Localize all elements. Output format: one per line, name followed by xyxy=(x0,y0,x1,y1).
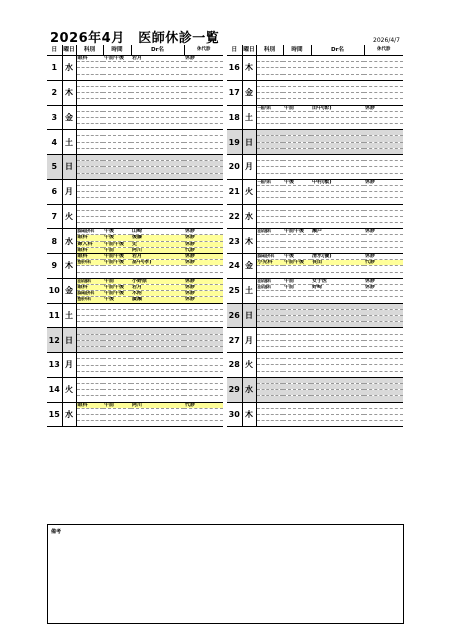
doctor-cell: 阿川 xyxy=(131,402,184,408)
day-number: 1 xyxy=(47,56,62,81)
header-cell: Dr名 xyxy=(311,45,364,56)
day-number: 5 xyxy=(47,155,62,180)
time-cell: 午後 xyxy=(283,179,311,185)
time-cell xyxy=(103,421,131,427)
weekday: 金 xyxy=(62,278,76,303)
day-number: 29 xyxy=(227,377,242,402)
doctor-cell: 小野原 xyxy=(131,278,184,284)
dept-cell: 泌尿器科 xyxy=(256,229,283,235)
status-cell: 休診 xyxy=(184,241,223,247)
dept-cell: 脳神経外科 xyxy=(256,254,283,260)
status-cell: 代診 xyxy=(184,402,223,408)
weekday: 金 xyxy=(242,254,256,279)
dept-cell: 泌尿器科 xyxy=(256,278,283,284)
doctor-cell: 史 xyxy=(131,241,184,247)
status-cell xyxy=(184,421,223,427)
weekday: 水 xyxy=(242,204,256,229)
time-cell: 午前午後 xyxy=(103,241,131,247)
dept-cell: 整形外科 xyxy=(76,260,103,266)
dept-cell: 泌尿器科 xyxy=(256,285,283,291)
status-cell: 休診 xyxy=(184,229,223,235)
time-cell: 午前午後 xyxy=(103,291,131,297)
time-cell: 午前午後 xyxy=(103,254,131,260)
doctor-cell: 廣瀬 xyxy=(131,297,184,303)
header-cell: 日 xyxy=(227,45,242,56)
dept-cell: 泌尿器科 xyxy=(76,278,103,284)
header-cell: 曜日 xyxy=(62,45,76,56)
time-cell xyxy=(283,421,311,427)
page-title: 2026年4月 医師休診一覧 xyxy=(50,31,220,46)
day-number: 17 xyxy=(227,80,242,105)
day-number: 11 xyxy=(47,303,62,328)
doctor-cell: 女子医 xyxy=(311,278,364,284)
dept-cell xyxy=(256,421,283,427)
dept-cell: 一般内科 xyxy=(256,105,283,111)
print-date: 2026/4/7 xyxy=(373,37,400,44)
header-cell: 休代診 xyxy=(364,45,403,56)
header-row xyxy=(227,45,403,56)
day-number: 25 xyxy=(227,278,242,303)
day-number: 13 xyxy=(47,353,62,378)
day-number: 10 xyxy=(47,278,62,303)
day-number: 28 xyxy=(227,353,242,378)
weekday: 木 xyxy=(62,80,76,105)
weekday: 土 xyxy=(62,303,76,328)
dept-cell xyxy=(76,421,103,427)
weekday: 水 xyxy=(62,402,76,427)
header-cell: 科別 xyxy=(256,45,283,56)
time-cell: 午後 xyxy=(283,254,311,260)
weekday: 火 xyxy=(242,179,256,204)
status-cell: 休診 xyxy=(184,297,223,303)
doctor-cell: 山崎 xyxy=(131,229,184,235)
status-cell: 休診 xyxy=(184,254,223,260)
doctor-cell xyxy=(311,421,364,427)
time-cell: 午前 xyxy=(283,278,311,284)
time-cell: 午前午後 xyxy=(283,260,311,266)
day-number: 3 xyxy=(47,105,62,130)
doctor-cell xyxy=(131,421,184,427)
doctor-cell: 若月 xyxy=(131,254,184,260)
weekday: 木 xyxy=(242,229,256,254)
header-cell: 時間 xyxy=(103,45,131,56)
status-cell: 休診 xyxy=(364,105,403,111)
status-cell: 代診 xyxy=(364,260,403,266)
weekday: 月 xyxy=(242,328,256,353)
weekday: 火 xyxy=(242,353,256,378)
time-cell: 午前午後 xyxy=(103,260,131,266)
weekday: 日 xyxy=(62,155,76,180)
day-number: 7 xyxy=(47,204,62,229)
day-number: 26 xyxy=(227,303,242,328)
weekday: 土 xyxy=(242,105,256,130)
time-cell: 午前 xyxy=(103,278,131,284)
doctor-cell: 若月 xyxy=(131,56,184,62)
doctor-cell: 中村(敏) xyxy=(311,179,364,185)
weekday: 日 xyxy=(242,303,256,328)
status-cell: 休診 xyxy=(364,229,403,235)
weekday: 月 xyxy=(242,155,256,180)
day-number: 2 xyxy=(47,80,62,105)
schedule-table-left xyxy=(47,45,223,427)
day-number: 23 xyxy=(227,229,242,254)
weekday: 水 xyxy=(242,377,256,402)
day-number: 12 xyxy=(47,328,62,353)
doctor-cell: 若月 xyxy=(131,285,184,291)
header-cell: Dr名 xyxy=(131,45,184,56)
weekday: 木 xyxy=(242,56,256,81)
day-number: 9 xyxy=(47,254,62,279)
status-cell: 休診 xyxy=(364,285,403,291)
doctor-cell: 田中(彰) xyxy=(311,105,364,111)
time-cell: 午前 xyxy=(103,247,131,253)
dept-cell: 小児科 xyxy=(256,260,283,266)
weekday: 金 xyxy=(62,105,76,130)
day-number: 18 xyxy=(227,105,242,130)
dept-cell: 脳神経外科 xyxy=(76,229,103,235)
dept-cell: 一般内科 xyxy=(256,179,283,185)
header-cell: 時間 xyxy=(283,45,311,56)
weekday: 水 xyxy=(62,56,76,81)
doctor-cell: 畠中(孝) xyxy=(131,260,184,266)
status-cell: 休診 xyxy=(184,291,223,297)
dept-cell: 整形外科 xyxy=(76,297,103,303)
day-number: 27 xyxy=(227,328,242,353)
header-cell: 日 xyxy=(47,45,62,56)
doctor-cell: 木附 xyxy=(131,291,184,297)
day-number: 20 xyxy=(227,155,242,180)
dept-cell: 眼科 xyxy=(76,285,103,291)
day-number: 15 xyxy=(47,402,62,427)
notes-box[interactable] xyxy=(47,524,404,624)
status-cell: 休診 xyxy=(184,285,223,291)
header-cell: 曜日 xyxy=(242,45,256,56)
dept-cell: 眼科 xyxy=(76,235,103,241)
doctor-cell: 阿川 xyxy=(131,247,184,253)
status-cell: 休診 xyxy=(364,278,403,284)
weekday: 火 xyxy=(62,204,76,229)
doctor-cell: 清水(優) xyxy=(311,254,364,260)
day-number: 14 xyxy=(47,377,62,402)
doctor-cell: 瀬戸 xyxy=(311,229,364,235)
status-cell: 休診 xyxy=(364,254,403,260)
day-number: 30 xyxy=(227,402,242,427)
doctor-cell: 長田 xyxy=(311,260,364,266)
status-cell: 休診 xyxy=(184,260,223,266)
day-number: 24 xyxy=(227,254,242,279)
dept-cell: 婦人科 xyxy=(76,241,103,247)
doctor-cell: 野崎 xyxy=(311,285,364,291)
dept-cell: 眼科 xyxy=(76,402,103,408)
weekday: 土 xyxy=(62,130,76,155)
time-cell: 午後 xyxy=(103,297,131,303)
time-cell: 午前午後 xyxy=(103,56,131,62)
time-cell: 午前 xyxy=(283,285,311,291)
weekday: 木 xyxy=(242,402,256,427)
day-number: 6 xyxy=(47,179,62,204)
status-cell: 代診 xyxy=(184,247,223,253)
day-number: 4 xyxy=(47,130,62,155)
weekday: 金 xyxy=(242,80,256,105)
day-number: 16 xyxy=(227,56,242,81)
day-number: 8 xyxy=(47,229,62,254)
time-cell: 午後 xyxy=(103,229,131,235)
weekday: 日 xyxy=(62,328,76,353)
status-cell: 休診 xyxy=(184,235,223,241)
time-cell: 午前 xyxy=(103,402,131,408)
status-cell xyxy=(364,421,403,427)
day-number: 21 xyxy=(227,179,242,204)
status-cell: 休診 xyxy=(184,56,223,62)
dept-cell: 眼科 xyxy=(76,254,103,260)
time-cell: 午前午後 xyxy=(103,285,131,291)
dept-cell: 眼科 xyxy=(76,56,103,62)
time-cell: 午前午後 xyxy=(283,229,311,235)
schedule-table-right xyxy=(227,45,403,427)
status-cell: 休診 xyxy=(364,179,403,185)
weekday: 日 xyxy=(242,130,256,155)
status-cell: 休診 xyxy=(184,278,223,284)
time-cell: 午後 xyxy=(103,235,131,241)
dept-cell: 眼科 xyxy=(76,247,103,253)
header-cell: 休代診 xyxy=(184,45,223,56)
weekday: 木 xyxy=(62,254,76,279)
header-cell: 科別 xyxy=(76,45,103,56)
weekday: 月 xyxy=(62,353,76,378)
header-row xyxy=(47,45,223,56)
weekday: 火 xyxy=(62,377,76,402)
time-cell: 午前 xyxy=(283,105,311,111)
weekday: 土 xyxy=(242,278,256,303)
doctor-cell: 後藤 xyxy=(131,235,184,241)
day-number: 22 xyxy=(227,204,242,229)
weekday: 月 xyxy=(62,179,76,204)
notes-label: 備考 xyxy=(51,529,62,535)
day-number: 19 xyxy=(227,130,242,155)
weekday: 水 xyxy=(62,229,76,254)
dept-cell: 脳神経外科 xyxy=(76,291,103,297)
